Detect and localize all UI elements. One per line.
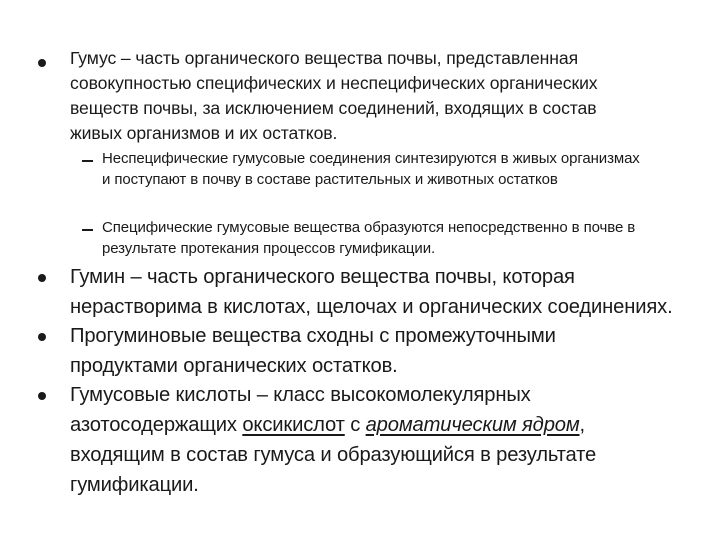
text-segment: Гумусовые кислоты – класс высокомолекулярных азотосодержащих — [70, 384, 531, 436]
sub-bullet-text: Неспецифические гумусовые соединения синтезируются в живых организмах и поступают в почву в составе растительных и животных остатков — [102, 150, 640, 188]
dash-marker — [82, 160, 93, 162]
bullet-dot — [38, 333, 46, 341]
link-oxyacids[interactable]: оксикислот — [242, 414, 345, 436]
bullet-text: Гумин – часть органического вещества почвы, которая нерастворима в кислотах, щелочах и органических соединениях. — [70, 266, 673, 318]
link-aromatic-core[interactable]: ароматическим ядром — [365, 414, 580, 436]
bullet-text: Прогуминовые вещества сходны с промежуточными продуктами органических остатков. — [70, 325, 556, 377]
bullet-dot — [38, 59, 46, 67]
bullet-dot — [38, 274, 46, 282]
bullet-text — [70, 380, 610, 500]
bullet-dot — [38, 392, 46, 400]
dash-marker — [82, 229, 93, 231]
text-segment: с — [344, 414, 366, 436]
bullet-text: Гумус – часть органического вещества почвы, представленная совокупностью специфических и неспецифических органических веществ почвы, за исключением соединений, входящих в состав живых организмов и их остатков. — [70, 48, 598, 143]
sub-bullet-text: Специфические гумусовые вещества образуются непосредственно в почве в результате протекания процессов гумификации. — [102, 219, 636, 257]
text-segment: , входящим в состав гумуса и образующийся в результате гумификации. — [70, 414, 597, 496]
